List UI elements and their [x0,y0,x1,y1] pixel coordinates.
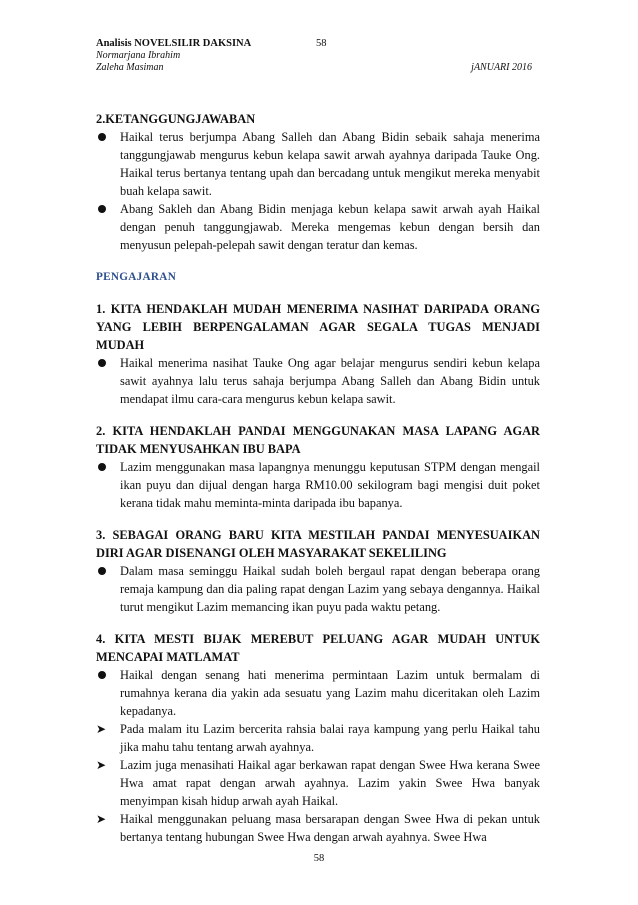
bullet-list [96,128,540,254]
arrow-bullet-icon: ➤ [96,812,107,826]
header-page-number: 58 [316,38,327,49]
bullet-dot-icon [98,205,106,213]
section-heading: 2.KETANGGUNGJAWABAN [96,112,256,126]
list-item-text: Haikal terus berjumpa Abang Salleh dan Abang Bidin sebaik sahaja menerima tanggungjawab mengurus kebun kelapa sawit arwah ayahnya daripada Tauke Ong. Haikal terus bertanya tentang upah dan bercadang untuk mengikut mereka menyabit buah kelapa sawit. [120,130,540,198]
list-item [96,458,540,512]
list-item-text: Haikal menggunakan peluang masa bersarapan dengan Swee Hwa di pekan untuk bertanya tentang hubungan Swee Hwa dengan arwah ayahnya. Swee Hwa [120,812,540,844]
header-date: jANUARI 2016 [471,62,532,73]
arrow-bullet-icon: ➤ [96,722,107,736]
pengajaran-label: PENGAJARAN [96,271,177,283]
list-item-text: Lazim menggunakan masa lapangnya menunggu keputusan STPM dengan mengail ikan puyu dan dijual dengan harga RM10.00 sekilogram bagi mengisi duit poket kerana tidak mahu meminta-minta daripada ibu bapanya. [120,460,540,510]
list-item [96,128,540,200]
list-item [96,562,540,616]
list-item-text: Abang Sakleh dan Abang Bidin menjaga kebun kelapa sawit arwah ayah Haikal dengan penuh tanggungjawab. Mereka mengemas kebun dengan bersih dan menyusun pelepah-pelepah sawit dengan teratur dan kemas. [120,202,540,252]
lesson-heading: 2. KITA HENDAKLAH PANDAI MENGGUNAKAN MASA LAPANG AGAR TIDAK MENYUSAHKAN IBU BAPA [96,424,540,456]
arrow-bullet-icon: ➤ [96,758,107,772]
list-item [96,720,540,756]
list-item [96,756,540,810]
list-item [96,354,540,408]
page-header [96,38,536,74]
footer-page-number: 58 [313,853,325,864]
list-item-text: Haikal menerima nasihat Tauke Ong agar belajar mengurus sendiri kebun kelapa sawit ayahnya lalu terus sahaja berjumpa Abang Salleh dan Abang Bidin untuk mendapat ilmu cara-cara mengurus kebun kelapa sawit. [120,356,540,406]
lesson-heading: 1. KITA HENDAKLAH MUDAH MENERIMA NASIHAT DARIPADA ORANG YANG LEBIH BERPENGALAMAN AGAR SEGALA TUGAS MENJADI MUDAH [96,302,540,352]
bullet-list [96,666,540,846]
list-item-text: Dalam masa seminggu Haikal sudah boleh bergaul rapat dengan beberapa orang remaja kampung dan dia paling rapat dengan Lazim yang sebaya dengannya. Haikal turut mengikut Lazim memancing ikan puyu pada waktu petang. [120,564,540,614]
document-title: Analisis NOVELSILIR DAKSINA [96,38,252,49]
bullet-dot-icon [98,463,106,471]
author-1: Normarjana Ibrahim [96,50,181,61]
bullet-dot-icon [98,671,106,679]
list-item-text: Pada malam itu Lazim bercerita rahsia balai raya kampung yang perlu Haikal tahu jika mahu tahu tentang arwah ayahnya. [120,722,540,754]
list-item [96,810,540,846]
bullet-list [96,458,540,512]
bullet-list [96,562,540,616]
bullet-dot-icon [98,359,106,367]
page-content [96,110,540,846]
lesson-heading: 3. SEBAGAI ORANG BARU KITA MESTILAH PANDAI MENYESUAIKAN DIRI AGAR DISENANGI OLEH MASYARAKAT SEKELILING [96,528,540,560]
author-2: Zaleha Masiman [96,62,164,73]
bullet-dot-icon [98,133,106,141]
list-item [96,200,540,254]
list-item-text: Haikal dengan senang hati menerima permintaan Lazim untuk bermalam di rumahnya kerana dia yakin ada sesuatu yang Lazim mahu diceritakan oleh Lazim kepadanya. [120,668,540,718]
list-item [96,666,540,720]
bullet-dot-icon [98,567,106,575]
list-item-text: Lazim juga menasihati Haikal agar berkawan rapat dengan Swee Hwa kerana Swee Hwa amat rapat dengan arwah ayahnya. Lazim yakin Swee Hwa banyak menyimpan kisah hidup arwah ayah Haikal. [120,758,540,808]
lesson-heading: 4. KITA MESTI BIJAK MEREBUT PELUANG AGAR MUDAH UNTUK MENCAPAI MATLAMAT [96,632,540,664]
bullet-list [96,354,540,408]
